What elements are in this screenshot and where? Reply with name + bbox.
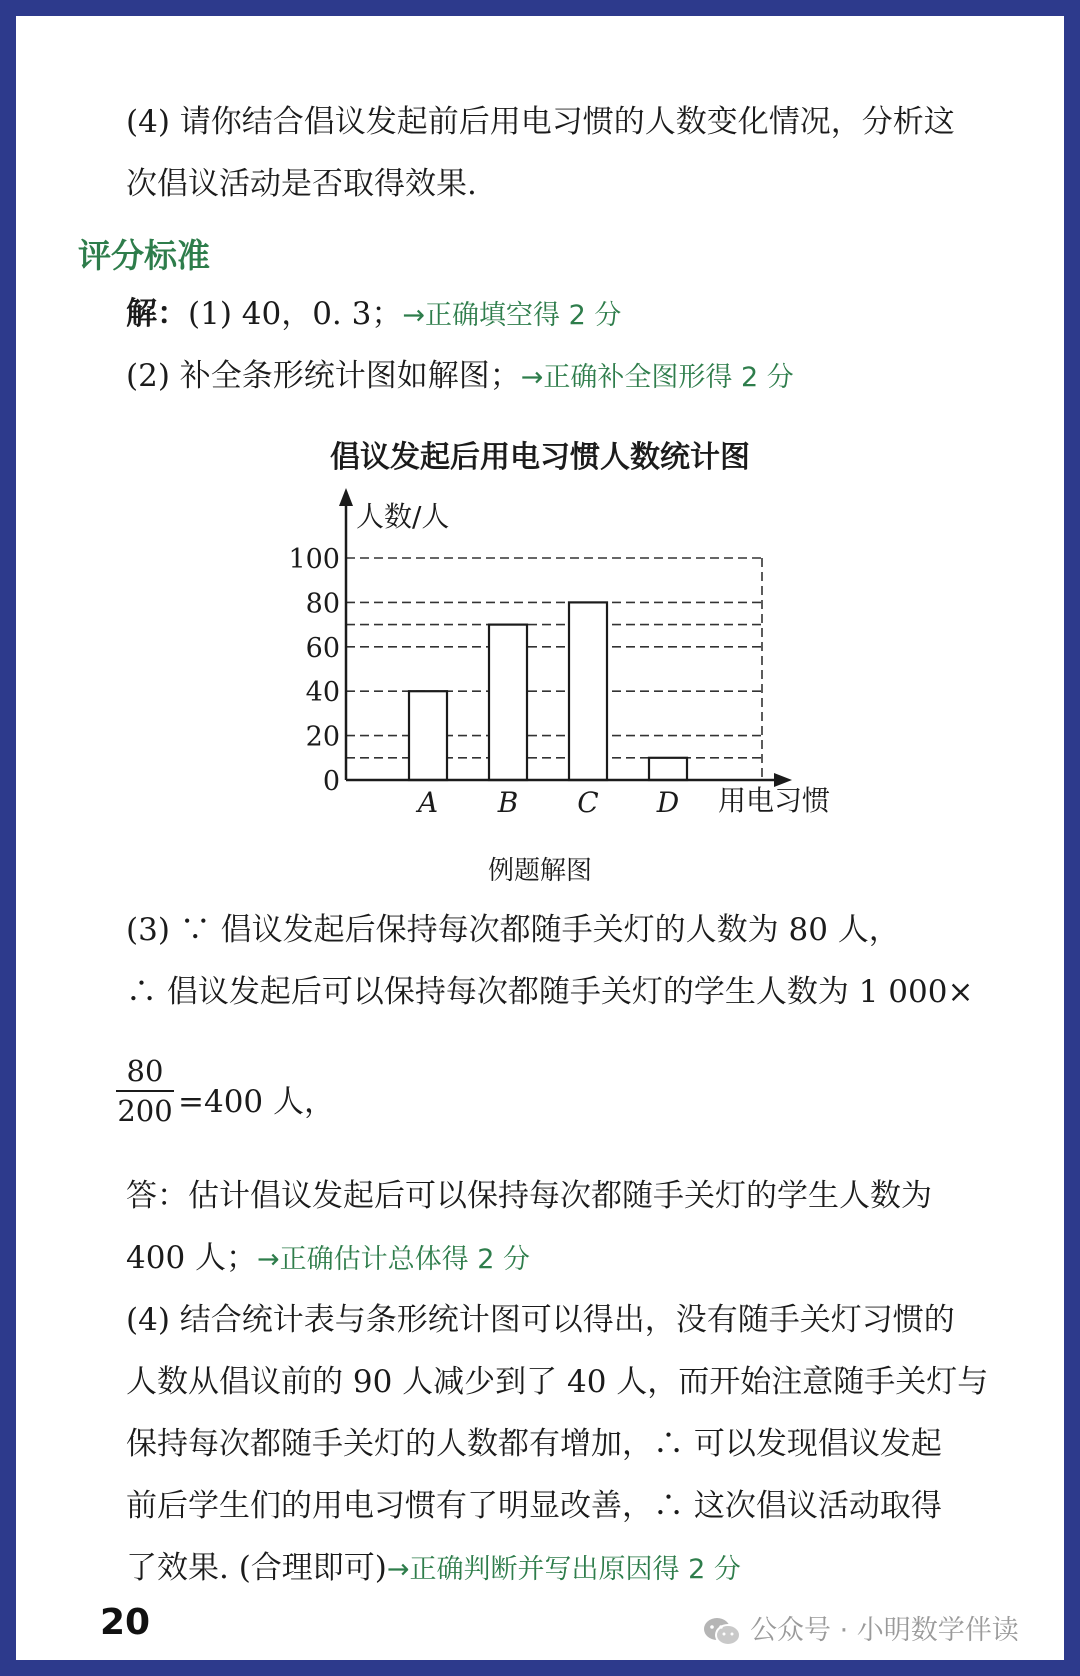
- part4-line-2: 人数从倡议前的 90 人减少到了 40 人，而开始注意随手关灯与: [126, 1364, 989, 1400]
- fraction-denominator: 200: [117, 1094, 173, 1128]
- answer-1-text: (1) 40，0. 3；: [188, 296, 403, 332]
- watermark: [702, 1608, 1019, 1648]
- fraction-numerator: 80: [126, 1054, 164, 1088]
- y-tick-label-60: 60: [305, 632, 340, 664]
- x-tick-label-A: A: [417, 786, 439, 819]
- x-tick-label-B: B: [497, 786, 519, 819]
- part3-line-4: 答：估计倡议发起后可以保持每次都随手关灯的学生人数为: [126, 1178, 932, 1214]
- answer-2-text: (2) 补全条形统计图如解图；: [126, 358, 521, 394]
- answer-2-note: →正确补全图形得 2 分: [520, 362, 794, 393]
- bar-B: [489, 625, 527, 780]
- part4-line-5-text: 了效果. (合理即可): [126, 1550, 387, 1586]
- y-axis-arrow: [339, 488, 353, 506]
- chart-caption: 例题解图: [487, 856, 592, 886]
- part4-line-1: (4) 结合统计表与条形统计图可以得出，没有随手关灯习惯的: [126, 1302, 955, 1338]
- watermark-text: 公众号 · 小明数学伴读: [750, 1615, 1019, 1646]
- bar-C: [569, 602, 607, 780]
- x-tick-label-C: C: [577, 786, 599, 819]
- bar-D: [649, 758, 687, 780]
- part3-line-3: =400 人，: [178, 1084, 335, 1120]
- answer-label: 解：: [126, 296, 188, 332]
- part3-line-5-text: 400 人；: [126, 1240, 258, 1276]
- page-number: 20: [100, 1602, 151, 1643]
- wechat-icon: [702, 1616, 742, 1648]
- bar-chart: [16, 486, 1064, 836]
- part3-line-2: ∴ 倡议发起后可以保持每次都随手关灯的学生人数为 1 000×: [126, 974, 974, 1010]
- y-tick-label-0: 0: [322, 766, 340, 797]
- part4-note: →正确判断并写出原因得 2 分: [386, 1554, 741, 1585]
- document-page: [16, 16, 1064, 1660]
- y-tick-label-100: 100: [288, 544, 340, 575]
- question-line-1: (4) 请你结合倡议发起前后用电习惯的人数变化情况，分析这: [126, 104, 955, 140]
- x-axis-label: 用电习惯: [718, 784, 831, 817]
- x-tick-label-D: D: [656, 786, 680, 819]
- answer-1-note: →正确填空得 2 分: [402, 300, 622, 331]
- section-title: 评分标准: [78, 236, 210, 275]
- y-axis-label: 人数/人: [356, 500, 450, 533]
- y-tick-label-80: 80: [305, 588, 340, 620]
- fraction: [116, 1052, 174, 1130]
- question-line-2: 次倡议活动是否取得效果.: [126, 166, 477, 202]
- part3-note: →正确估计总体得 2 分: [257, 1244, 530, 1275]
- part4-line-4: 前后学生们的用电习惯有了明显改善，∴ 这次倡议活动取得: [126, 1488, 942, 1524]
- part3-line-5: [126, 1232, 530, 1277]
- answer-line-1: [126, 288, 621, 333]
- y-tick-label-40: 40: [305, 677, 340, 709]
- y-tick-label-20: 20: [305, 721, 340, 753]
- answer-line-2: [126, 350, 794, 395]
- bar-A: [409, 691, 447, 780]
- part3-line-1: (3) ∵ 倡议发起后保持每次都随手关灯的人数为 80 人，: [126, 912, 900, 948]
- chart-title: 倡议发起后用电习惯人数统计图: [330, 440, 750, 475]
- part4-line-3: 保持每次都随手关灯的人数都有增加，∴ 可以发现倡议发起: [126, 1426, 942, 1462]
- part4-line-5: [126, 1542, 741, 1587]
